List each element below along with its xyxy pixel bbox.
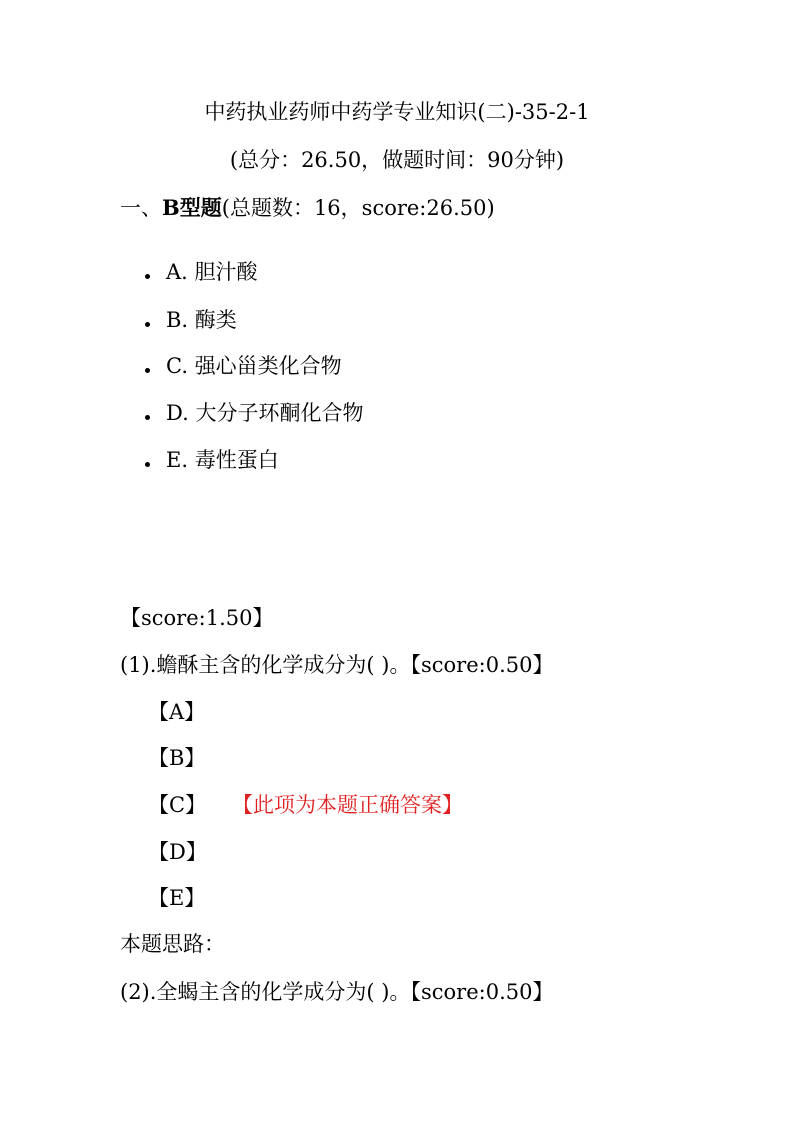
answer-choice-d: 【D】	[148, 840, 207, 864]
bullet-icon	[145, 274, 150, 279]
option-text: 酶类	[194, 308, 237, 332]
document-title: 中药执业药师中药学专业知识(二)-35-2-1	[204, 100, 590, 124]
answer-choice-b: 【B】	[148, 746, 206, 770]
analysis-label: 本题思路：	[120, 932, 225, 956]
answer-choice-c-label: 【C】	[148, 793, 207, 817]
group-score: 【score:1.50】	[120, 606, 274, 630]
answer-choice-c	[148, 791, 206, 819]
option-letter: C.	[166, 354, 188, 378]
option-item	[166, 399, 363, 427]
bullet-icon	[145, 368, 150, 373]
option-text: 大分子环酮化合物	[195, 401, 364, 425]
option-letter: B.	[166, 308, 189, 332]
section-type-label: B型题	[162, 195, 222, 220]
section-heading	[120, 194, 495, 222]
question-stem: (2).全蝎主含的化学成分为( )。【score:0.50】	[120, 980, 554, 1004]
question-stem: (1).蟾酥主含的化学成分为( )。【score:0.50】	[120, 653, 554, 677]
option-text: 毒性蛋白	[194, 448, 279, 472]
answer-choice-e: 【E】	[148, 886, 206, 910]
section-prefix: 一、	[120, 196, 162, 220]
option-text: 强心甾类化合物	[194, 354, 342, 378]
option-item	[166, 258, 258, 286]
option-letter: A.	[166, 260, 188, 284]
option-item	[166, 352, 342, 380]
option-text: 胆汁酸	[194, 260, 258, 284]
option-item	[166, 306, 237, 334]
document-subtitle: (总分：26.50，做题时间：90分钟)	[229, 148, 565, 172]
bullet-icon	[145, 462, 150, 467]
bullet-icon	[145, 322, 150, 327]
option-item	[166, 446, 279, 474]
bullet-icon	[145, 415, 150, 420]
option-letter: E.	[166, 448, 189, 472]
correct-answer-marker: 【此项为本题正确答案】	[232, 793, 463, 817]
section-meta: (总题数：16，score:26.50)	[221, 196, 495, 220]
answer-choice-a: 【A】	[148, 700, 206, 724]
option-letter: D.	[166, 401, 189, 425]
